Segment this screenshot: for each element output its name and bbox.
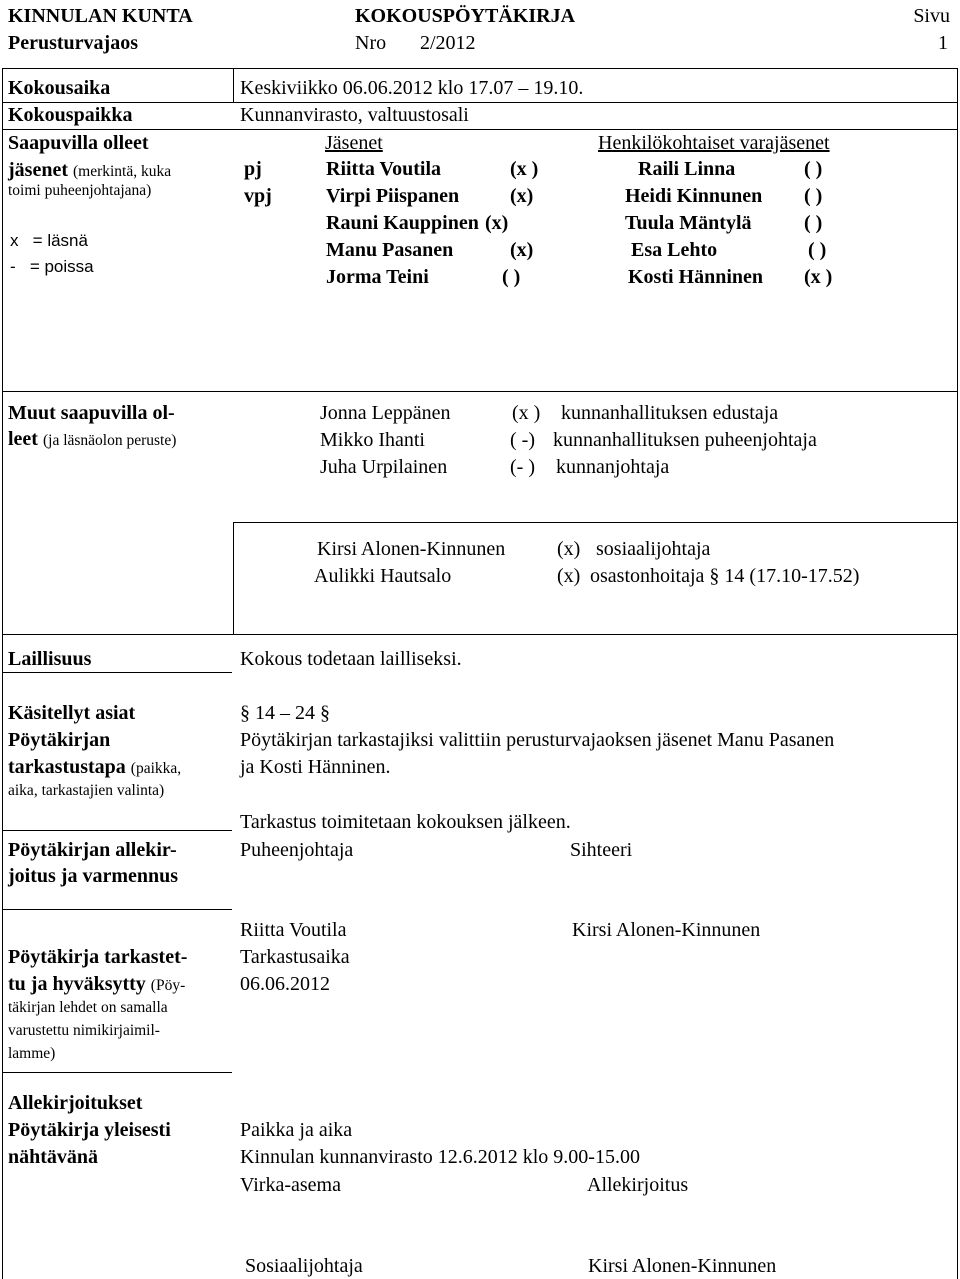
member-mark: (x ) bbox=[510, 158, 539, 180]
deputy-name: Tuula Mäntylä bbox=[625, 212, 752, 234]
deputy-mark: ( ) bbox=[804, 158, 823, 180]
checked-label-line1: Pöytäkirja tarkastet- bbox=[8, 946, 188, 968]
meeting-place-value: Kunnanvirasto, valtuustosali bbox=[240, 104, 469, 126]
member-name: Jorma Teini bbox=[326, 266, 429, 288]
role-chair: pj bbox=[244, 158, 262, 180]
attendance-label-note: (merkintä, kuka bbox=[72, 163, 172, 180]
other-mark: (x) bbox=[557, 565, 581, 587]
attendance-label: Saapuvilla olleet bbox=[8, 132, 149, 154]
chair-label: Puheenjohtaja bbox=[240, 839, 354, 861]
members-header: Jäsenet bbox=[325, 132, 383, 154]
nro-value: 2/2012 bbox=[420, 32, 476, 54]
deputy-name: Esa Lehto bbox=[631, 239, 718, 261]
review-label-note: (paikka, bbox=[130, 760, 182, 777]
attendance-label-line3: toimi puheenjohtajana) bbox=[8, 182, 152, 199]
legality-value: Kokous todetaan lailliseksi. bbox=[240, 648, 462, 670]
deputy-mark: ( ) bbox=[804, 212, 823, 234]
items-label: Käsitellyt asiat bbox=[8, 702, 136, 724]
position-label: Virka-asema bbox=[240, 1174, 341, 1196]
position-value: Sosiaalijohtaja bbox=[245, 1255, 363, 1277]
review-underline bbox=[2, 830, 232, 831]
place-separator bbox=[2, 129, 958, 130]
deputy-mark: ( ) bbox=[804, 185, 823, 207]
meeting-time-value: Keskiviikko 06.06.2012 klo 17.07 – 19.10. bbox=[240, 77, 584, 99]
nro-label: Nro bbox=[355, 32, 387, 54]
document-type: KOKOUSPÖYTÄKIRJA bbox=[355, 5, 576, 27]
review-value-line3: Tarkastus toimitetaan kokouksen jälkeen. bbox=[240, 811, 571, 833]
signature-label: Allekirjoitus bbox=[587, 1174, 689, 1196]
other-role: kunnanjohtaja bbox=[556, 456, 670, 478]
place-time-label: Paikka ja aika bbox=[240, 1119, 353, 1141]
deputy-name: Heidi Kinnunen bbox=[625, 185, 763, 207]
deputy-name: Kosti Hänninen bbox=[628, 266, 764, 288]
municipality-name: KINNULAN KUNTA bbox=[8, 5, 193, 27]
sign-label-line2: joitus ja varmennus bbox=[8, 865, 179, 887]
other-role: kunnanhallituksen puheenjohtaja bbox=[553, 429, 817, 451]
review-label-method: tarkastustapa bbox=[8, 756, 126, 778]
check-time-label: Tarkastusaika bbox=[240, 946, 350, 968]
others-label-line1: Muut saapuvilla ol- bbox=[8, 402, 175, 424]
member-mark: (x) bbox=[510, 239, 534, 261]
others-label-line2 bbox=[8, 429, 176, 449]
member-name: Virpi Piispanen bbox=[326, 185, 460, 207]
checked-label-note: (Pöy- bbox=[150, 977, 186, 994]
role-vice-chair: vpj bbox=[244, 185, 272, 207]
deputy-mark: ( ) bbox=[808, 239, 827, 261]
review-label-line1: Pöytäkirjan bbox=[8, 729, 111, 751]
meeting-divider bbox=[233, 68, 234, 102]
others-separator bbox=[2, 634, 958, 635]
other-name: Aulikki Hautsalo bbox=[314, 565, 452, 587]
legality-underline bbox=[2, 672, 232, 673]
other-mark: (x) bbox=[557, 538, 581, 560]
meeting-separator bbox=[2, 102, 958, 103]
check-time-value: 06.06.2012 bbox=[240, 973, 330, 995]
member-name: Rauni Kauppinen bbox=[326, 212, 479, 234]
other-mark: (- ) bbox=[510, 456, 535, 478]
signatures-label: Allekirjoitukset bbox=[8, 1092, 143, 1114]
signature-value: Kirsi Alonen-Kinnunen bbox=[588, 1255, 777, 1277]
checked-label-line2 bbox=[8, 974, 185, 994]
other-name: Kirsi Alonen-Kinnunen bbox=[317, 538, 506, 560]
other-role: osastonhoitaja § 14 (17.10-17.52) bbox=[590, 565, 860, 587]
checked-label-line3: täkirjan lehdet on samalla bbox=[8, 999, 168, 1016]
legality-label: Laillisuus bbox=[8, 648, 92, 670]
member-name: Manu Pasanen bbox=[326, 239, 454, 261]
deputies-header: Henkilökohtaiset varajäsenet bbox=[598, 132, 830, 154]
other-name: Juha Urpilainen bbox=[320, 456, 448, 478]
chair-name: Riitta Voutila bbox=[240, 919, 347, 941]
review-value-line1: Pöytäkirjan tarkastajiksi valittiin perusturvajaoksen jäsenet Manu Pasanen bbox=[240, 729, 835, 751]
items-value: § 14 – 24 § bbox=[240, 702, 330, 724]
other-mark: (x ) bbox=[512, 402, 541, 424]
checked-label-approved: tu ja hyväksytty bbox=[8, 973, 146, 995]
attendance-label-members: jäsenet bbox=[8, 159, 68, 181]
page-label: Sivu bbox=[913, 5, 950, 27]
page-number: 1 bbox=[938, 32, 948, 54]
other-mark: ( -) bbox=[510, 429, 535, 451]
sign-underline bbox=[2, 909, 232, 910]
attendance-separator bbox=[2, 391, 958, 392]
other-role: kunnanhallituksen edustaja bbox=[561, 402, 779, 424]
checked-label-line5: lamme) bbox=[8, 1045, 56, 1062]
public-label-line1: Pöytäkirja yleisesti bbox=[8, 1119, 171, 1141]
body-name: Perusturvajaos bbox=[8, 32, 138, 54]
other-role: sosiaalijohtaja bbox=[596, 538, 711, 560]
attendance-label-line2 bbox=[8, 160, 171, 180]
public-label-line2: nähtävänä bbox=[8, 1146, 99, 1168]
member-mark: ( ) bbox=[502, 266, 521, 288]
legend-present: x = läsnä bbox=[10, 231, 88, 250]
sign-label-line1: Pöytäkirjan allekir- bbox=[8, 839, 177, 861]
place-time-value: Kinnulan kunnanvirasto 12.6.2012 klo 9.00-15.00 bbox=[240, 1146, 640, 1168]
member-name: Riitta Voutila bbox=[326, 158, 442, 180]
legend-absent: - = poissa bbox=[10, 257, 94, 276]
others-inner-separator bbox=[233, 522, 958, 523]
deputy-name: Raili Linna bbox=[638, 158, 736, 180]
others-label-note: (ja läsnäolon peruste) bbox=[42, 432, 177, 449]
member-mark: (x) bbox=[510, 185, 534, 207]
checked-underline bbox=[2, 1072, 232, 1073]
meeting-place-label: Kokouspaikka bbox=[8, 104, 133, 126]
others-label-leet: leet bbox=[8, 428, 38, 450]
meeting-time-label: Kokousaika bbox=[8, 77, 111, 99]
review-label-line3: aika, tarkastajien valinta) bbox=[8, 782, 165, 799]
member-mark: (x) bbox=[485, 212, 509, 234]
secretary-name: Kirsi Alonen-Kinnunen bbox=[572, 919, 761, 941]
review-label-line2 bbox=[8, 757, 181, 777]
secretary-label: Sihteeri bbox=[570, 839, 633, 861]
other-name: Mikko Ihanti bbox=[320, 429, 425, 451]
review-value-line2: ja Kosti Hänninen. bbox=[240, 756, 391, 778]
other-name: Jonna Leppänen bbox=[320, 402, 451, 424]
deputy-mark: (x ) bbox=[804, 266, 833, 288]
others-inner-divider bbox=[233, 522, 234, 634]
checked-label-line4: varustettu nimikirjaimil- bbox=[8, 1022, 160, 1039]
